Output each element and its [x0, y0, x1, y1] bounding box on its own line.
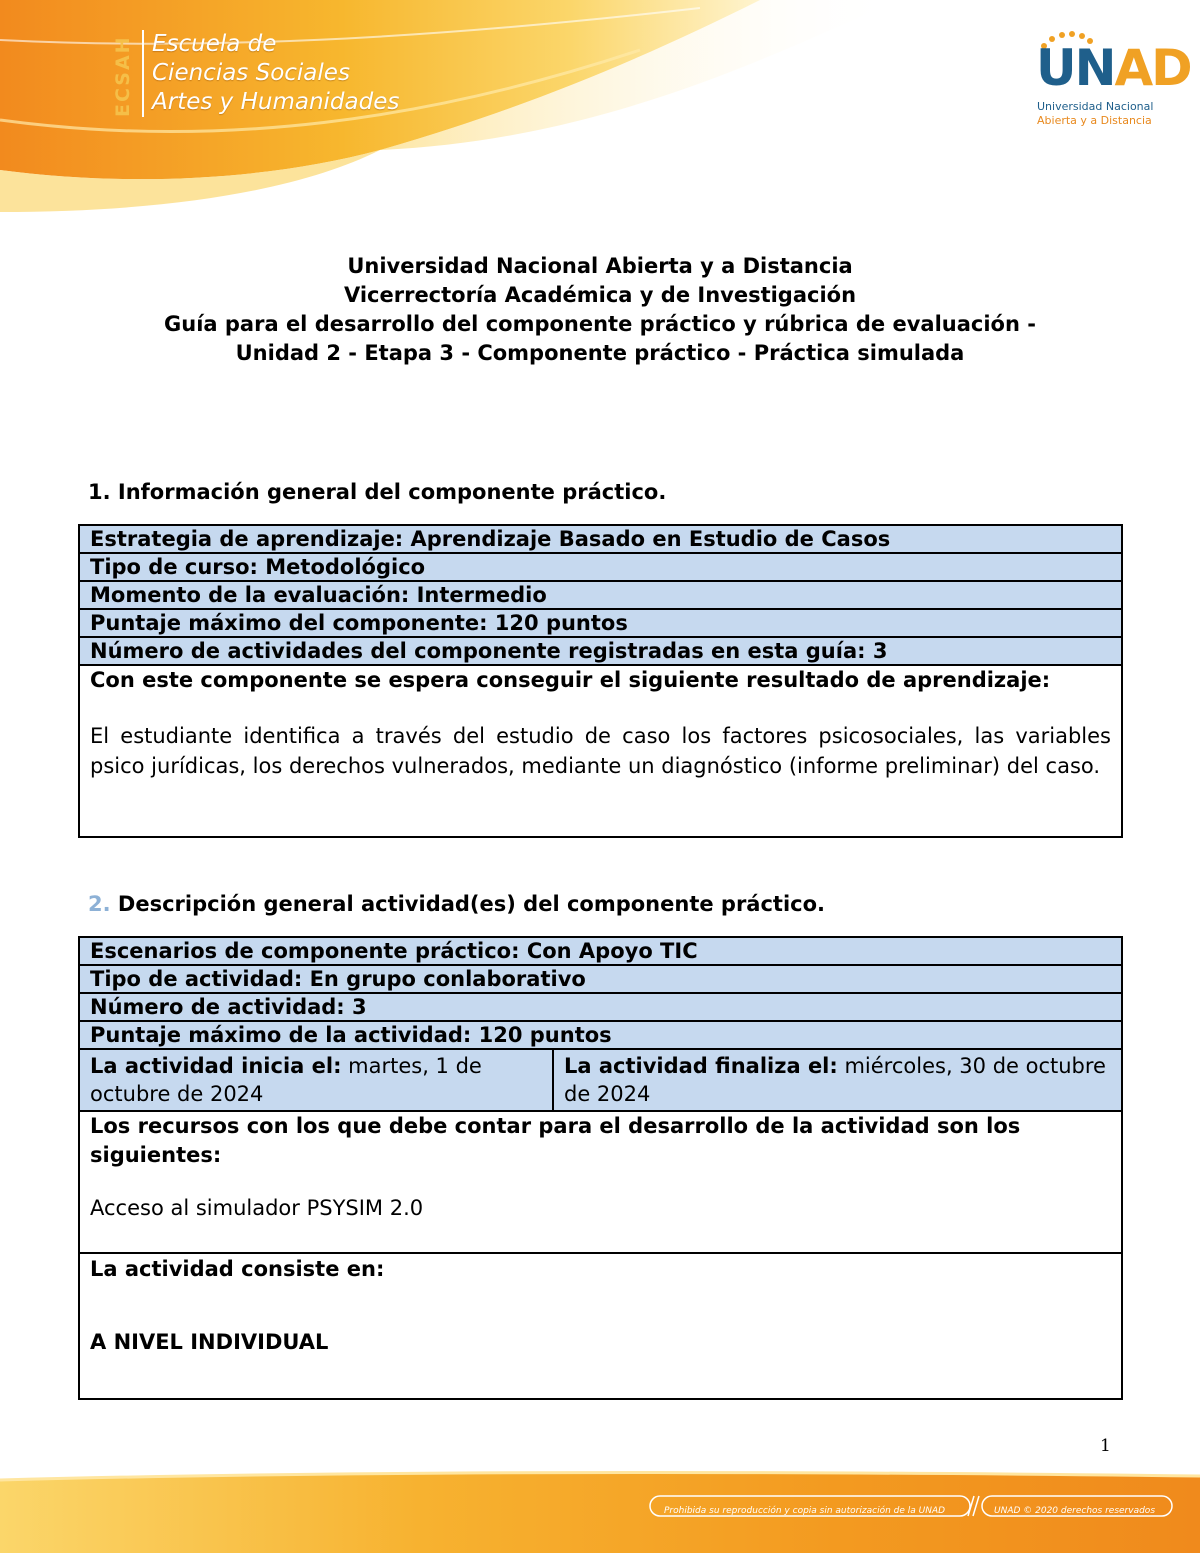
learning-outcome-title: Con este componente se espera conseguir el siguiente resultado de aprendizaje: — [90, 668, 1051, 692]
individual-level-title: A NIVEL INDIVIDUAL — [90, 1330, 329, 1354]
info-row-moment: Momento de la evaluación: Intermedio — [79, 581, 1122, 609]
section-2-title: Descripción general actividad(es) del componente práctico. — [117, 892, 826, 916]
info-row-strategy: Estrategia de aprendizaje: Aprendizaje Basado en Estudio de Casos — [79, 525, 1122, 553]
footer-copy-notice: Prohibida su reproducción y copia sin autorización de la UNAD — [664, 1506, 946, 1516]
school-line-1: Escuela de — [152, 31, 277, 57]
resources-text: Acceso al simulador PSYSIM 2.0 — [90, 1196, 424, 1220]
activity-start-cell — [79, 1049, 553, 1111]
school-line-2: Ciencias Sociales — [152, 60, 350, 86]
unad-logo — [1030, 30, 1191, 135]
learning-outcome-text: El estudiante identifica a través del estudio de caso los factores psicosociales, las variables psico jurídicas, los derechos vulnerados, mediante un diagnóstico (informe preliminar) del caso. — [90, 724, 1111, 778]
activity-row-type: Tipo de actividad: En grupo conlaborativo — [79, 965, 1122, 993]
title-line-2: Vicerrectoría Académica y de Investigación — [343, 283, 857, 307]
resources-cell — [79, 1111, 1122, 1253]
info-row-max-score: Puntaje máximo del componente: 120 puntos — [79, 609, 1122, 637]
consists-title: La actividad consiste en: — [90, 1257, 385, 1281]
end-value: miércoles, 30 de octubre de 2024 — [564, 1054, 1106, 1106]
unad-line-1: Universidad Nacional — [1037, 100, 1154, 113]
activity-end-cell — [553, 1049, 1122, 1111]
section-1-heading: 1. Información general del componente práctico. — [88, 480, 667, 504]
section-2-heading — [88, 892, 825, 916]
resources-title: Los recursos con los que debe contar para el desarrollo de la actividad son los siguientes: — [90, 1114, 1021, 1167]
start-label: La actividad inicia el: — [90, 1054, 342, 1078]
info-row-course-type: Tipo de curso: Metodológico — [79, 553, 1122, 581]
school-name — [142, 30, 399, 117]
title-line-4: Unidad 2 - Etapa 3 - Componente práctico - Práctica simulada — [235, 341, 965, 365]
unad-wordmark: UNAD — [1036, 39, 1191, 97]
info-row-activity-count: Número de actividades del componente registradas en esta guía: 3 — [79, 637, 1122, 665]
document-titles — [60, 252, 1140, 368]
activity-row-scenario: Escenarios de componente práctico: Con Apoyo TIC — [79, 937, 1122, 965]
activity-row-number: Número de actividad: 3 — [79, 993, 1122, 1021]
activity-description-cell — [79, 1253, 1122, 1399]
activity-row-max-score: Puntaje máximo de la actividad: 120 puntos — [79, 1021, 1122, 1049]
title-line-3: Guía para el desarrollo del componente práctico y rúbrica de evaluación - — [164, 312, 1036, 336]
school-line-3: Artes y Humanidades — [152, 89, 400, 115]
unad-line-2: Abierta y a Distancia — [1037, 114, 1152, 127]
section-1-table — [78, 524, 1123, 838]
page-number: 1 — [1100, 1436, 1111, 1456]
ecsah-mark: ECSAH — [112, 35, 134, 117]
title-line-1: Universidad Nacional Abierta y a Distancia — [347, 254, 853, 278]
end-label: La actividad finaliza el: — [564, 1054, 838, 1078]
section-2-table — [78, 936, 1123, 1400]
start-value: martes, 1 de octubre de 2024 — [90, 1054, 482, 1106]
learning-outcome-cell — [79, 665, 1122, 837]
footer-rights: UNAD © 2020 derechos reservados — [994, 1506, 1156, 1516]
school-logo — [112, 30, 399, 122]
section-2-number: 2. — [88, 892, 111, 916]
